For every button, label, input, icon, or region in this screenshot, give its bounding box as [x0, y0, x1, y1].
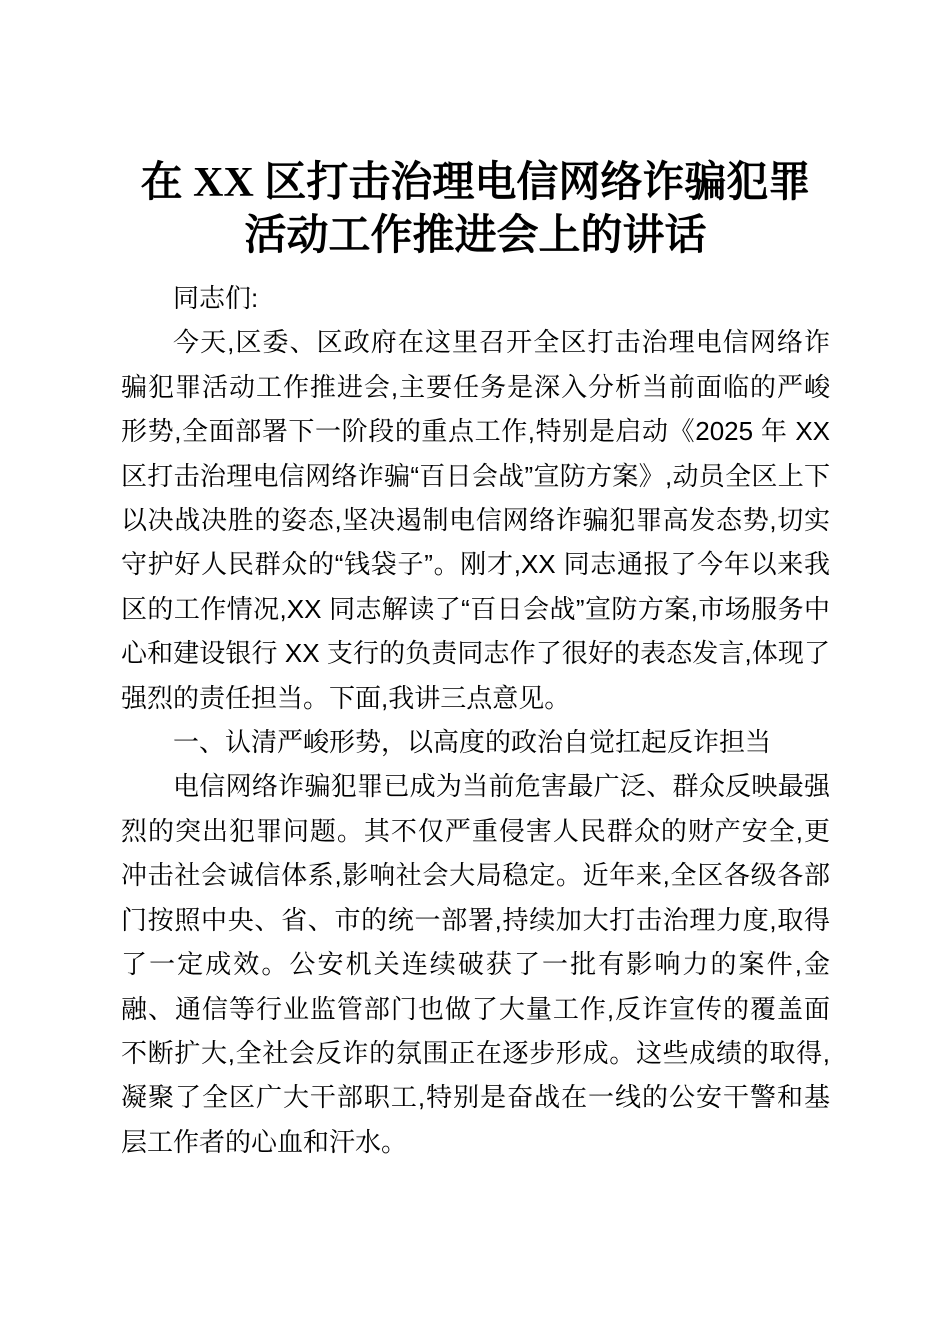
paragraph-opening: 今天,区委、区政府在这里召开全区打击治理电信网络诈骗犯罪活动工作推进会,主要任务是深入分析当前面临的严峻形势,全面部署下一阶段的重点工作,特别是启动《2025 年 XX 区打击治理电信网络诈骗“百日会战”宣防方案》,动员全区上下以决战决胜的姿态,坚决遏制电信网络诈骗犯罪高发态势,切实守护好人民群众的“钱袋子”。刚才,XX 同志通报了今年以来我区的工作情况,XX 同志解读了“百日会战”宣防方案,市场服务中心和建设银行 XX 支行的负责同志作了很好的表态发言,体现了强烈的责任担当。下面,我讲三点意见。: [121, 327, 830, 713]
document-title: 在 XX 区打击治理电信网络诈骗犯罪活动工作推进会上的讲话: [140, 160, 811, 259]
section-heading-1: 一、认清严峻形势，以高度的政治自觉扛起反诈担当: [173, 727, 772, 758]
paragraph-section-1-body: 电信网络诈骗犯罪已成为当前危害最广泛、群众反映最强烈的突出犯罪问题。其不仅严重侵害人民群众的财产安全,更冲击社会诚信体系,影响社会大局稳定。近年来,全区各级各部门按照中央、省、市的统一部署,持续加大打击治理力度,取得了一定成效。公安机关连续破获了一批有影响力的案件,金融、通信等行业监管部门也做了大量工作,反诈宣传的覆盖面不断扩大,全社会反诈的氛围正在逐步形成。这些成绩的取得,凝聚了全区广大干部职工,特别是奋战在一线的公安干警和基层工作者的心血和汗水。: [121, 771, 830, 1157]
salutation: 同志们:: [173, 283, 259, 313]
